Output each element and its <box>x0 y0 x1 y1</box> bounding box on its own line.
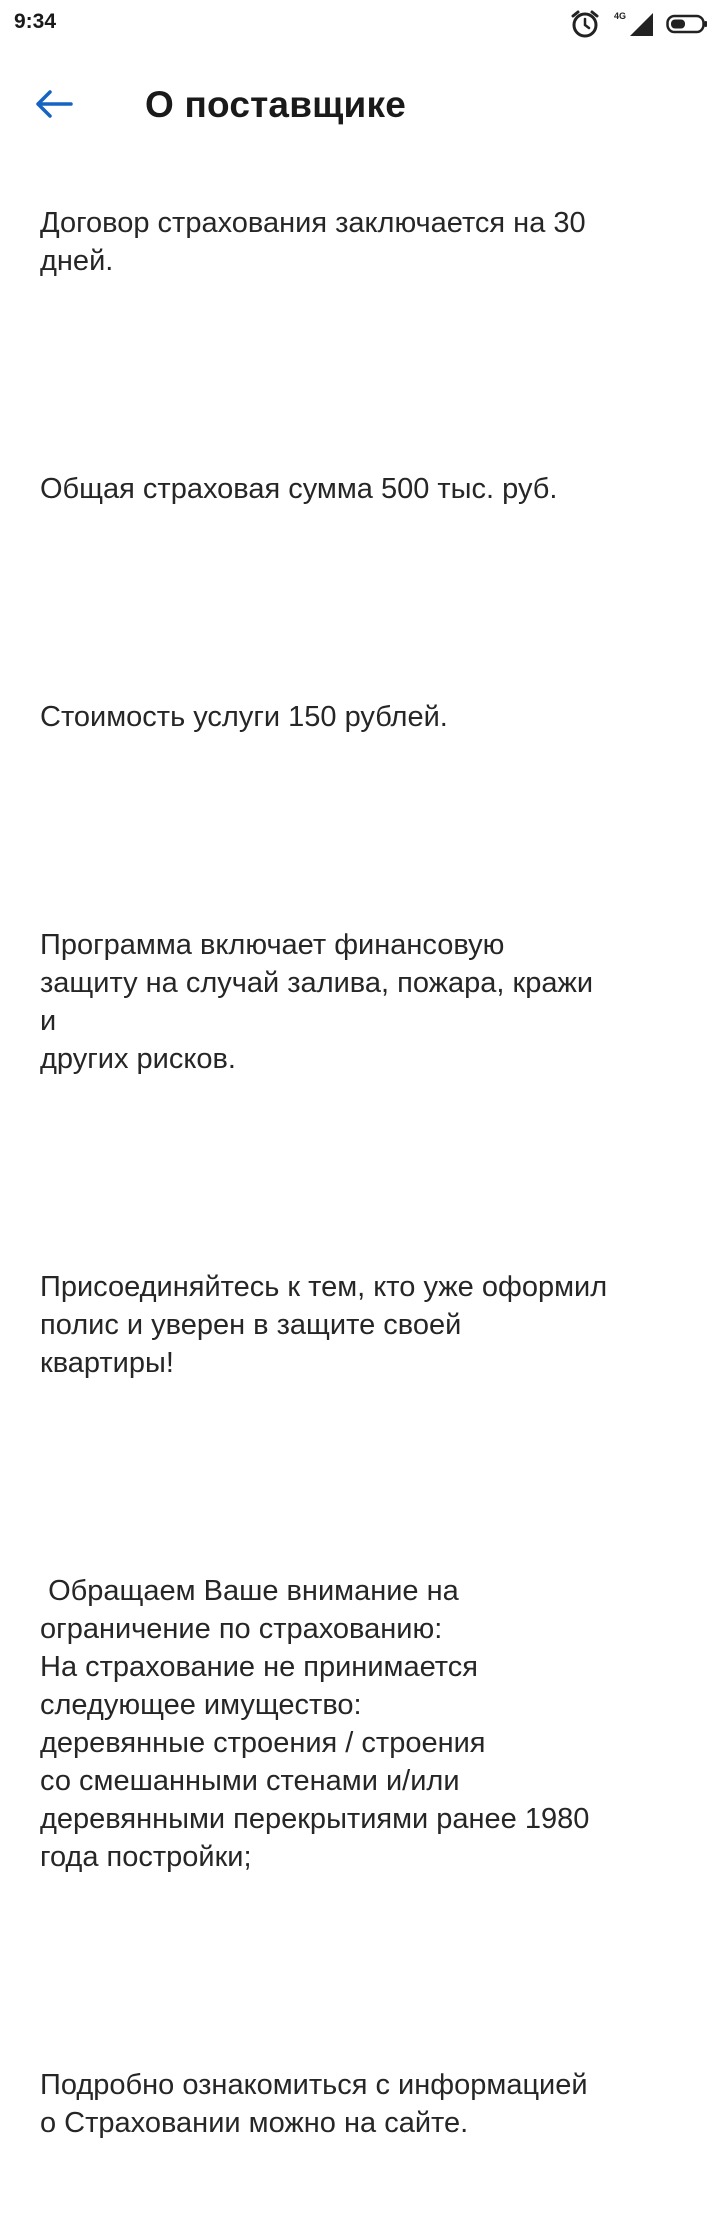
supplier-info-text <box>40 128 680 2218</box>
battery-icon <box>666 13 708 35</box>
status-bar <box>0 0 720 48</box>
paragraph-program-coverage: Программа включает финансовую защиту на случай залива, пожара, кражи и других рисков. <box>40 929 594 1075</box>
network-type-label: 4G <box>613 11 626 21</box>
signal-icon <box>628 11 654 37</box>
alarm-icon <box>570 9 600 39</box>
back-button[interactable] <box>24 80 84 128</box>
paragraph-sum-insured: Общая страховая сумма 500 тыс. руб. <box>40 473 558 505</box>
page-title: О поставщике <box>145 84 407 125</box>
paragraph-contract-term: Договор страхования заключается на 30 дней. <box>40 207 586 277</box>
paragraph-service-cost: Стоимость услуги 150 рублей. <box>40 701 448 733</box>
paragraph-more-info: Подробно ознакомиться с информацией о Страховании можно на сайте. <box>40 2069 588 2139</box>
status-time: 9:34 <box>14 10 57 33</box>
paragraph-restrictions: Обращаем Ваше внимание на ограничение по страхованию: На страхование не принимается следующее имущество: деревянные строения / строения со смешанными стенами и/или деревянными перекрытиями ранее 1980 года постройки; <box>40 1575 590 1873</box>
status-icons <box>570 8 708 40</box>
arrow-left-icon <box>34 88 74 120</box>
paragraph-join-call: Присоединяйтесь к тем, кто уже оформил полис и уверен в защите своей квартиры! <box>40 1271 608 1379</box>
supplier-info-scroll[interactable] <box>0 152 720 2139</box>
